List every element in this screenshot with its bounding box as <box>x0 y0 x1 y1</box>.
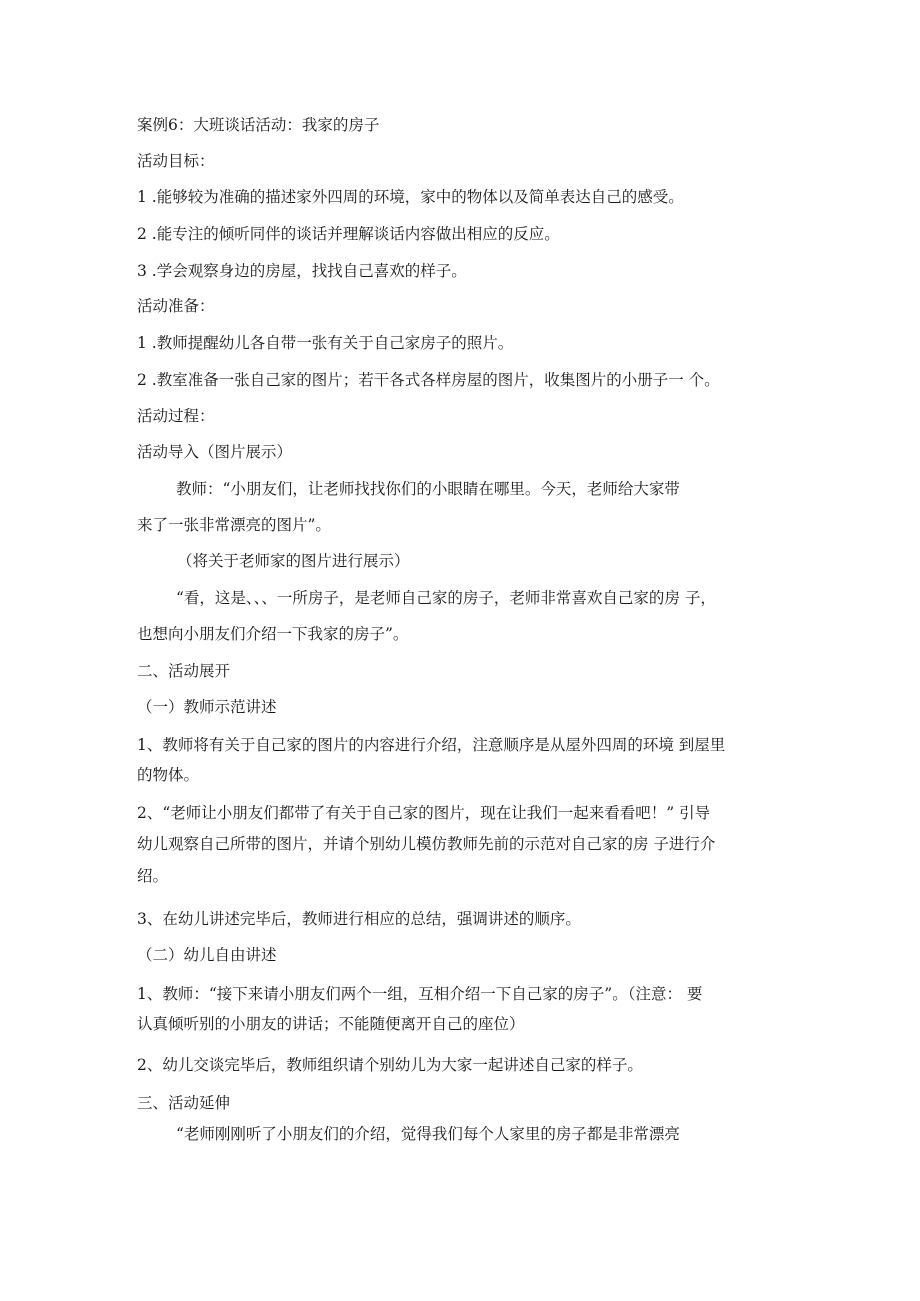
subsection-line: 2、幼儿交谈完毕后，教师组织请个别幼儿为大家一起讲述自己家的样子。 <box>137 1056 643 1074</box>
goal-item: 3 .学会观察身边的房屋，找找自己喜欢的样子。 <box>137 262 467 280</box>
intro-paragraph-line: 来了一张非常漂亮的图片”。 <box>137 516 331 534</box>
goal-item: 2 .能专注的倾听同伴的谈话并理解谈话内容做出相应的反应。 <box>137 225 560 243</box>
intro-paragraph-line: 也想向小朋友们介绍一下我家的房子”。 <box>137 625 409 643</box>
intro-paragraph-line: 教师：“小朋友们，让老师找找你们的小眼睛在哪里。今天，老师给大家带 <box>176 480 680 498</box>
document-title: 案例6：大班谈话活动：我家的房子 <box>137 116 380 134</box>
subsection-line: 1、教师：“接下来请小朋友们两个一组，互相介绍一下自己家的房子”。（注意： 要 <box>137 985 703 1003</box>
subsection-heading: （一）教师示范讲述 <box>137 698 277 716</box>
subsection-line: 3、在幼儿讲述完毕后，教师进行相应的总结，强调讲述的顺序。 <box>137 910 581 928</box>
intro-paragraph-line: （将关于老师家的图片进行展示） <box>177 552 410 570</box>
prep-heading: 活动准备： <box>137 297 215 315</box>
subsection-line: 绍。 <box>137 867 169 885</box>
subsection-line: 幼儿观察自己所带的图片，并请个别幼儿模仿教师先前的示范对自己家的房 子进行介 <box>137 835 716 853</box>
process-heading: 活动过程： <box>137 407 215 425</box>
subsection-line: 1、教师将有关于自己家的图片的内容进行介绍，注意顺序是从屋外四周的环境 到屋里 <box>137 736 726 754</box>
goals-heading: 活动目标： <box>137 152 215 170</box>
subsection-heading: （二）幼儿自由讲述 <box>137 946 277 964</box>
prep-item: 1 .教师提醒幼儿各自带一张有关于自己家房子的照片。 <box>137 334 514 352</box>
section-heading: 三、活动延伸 <box>137 1094 231 1112</box>
section-line: “老师刚刚听了小朋友们的介绍，觉得我们每个人家里的房子都是非常漂亮 <box>176 1125 680 1143</box>
prep-item: 2 .教室准备一张自己家的图片；若干各式各样房屋的图片，收集图片的小册子一 个。 <box>137 371 720 389</box>
subsection-line: 的物体。 <box>137 766 200 784</box>
goal-item: 1 .能够较为准确的描述家外四周的环境，家中的物体以及简单表达自己的感受。 <box>137 188 684 206</box>
section-heading: 二、活动展开 <box>137 662 231 680</box>
intro-paragraph-line: “看，这是、、、一所房子，是老师自己家的房子，老师非常喜欢自己家的房 子， <box>176 589 716 607</box>
subsection-line: 2、“老师让小朋友们都带了有关于自己家的图片，现在让我们一起来看看吧！” 引导 <box>137 804 711 822</box>
intro-heading: 活动导入（图片展示） <box>137 443 293 461</box>
subsection-line: 认真倾听别的小朋友的讲话；不能随便离开自己的座位） <box>137 1015 525 1033</box>
